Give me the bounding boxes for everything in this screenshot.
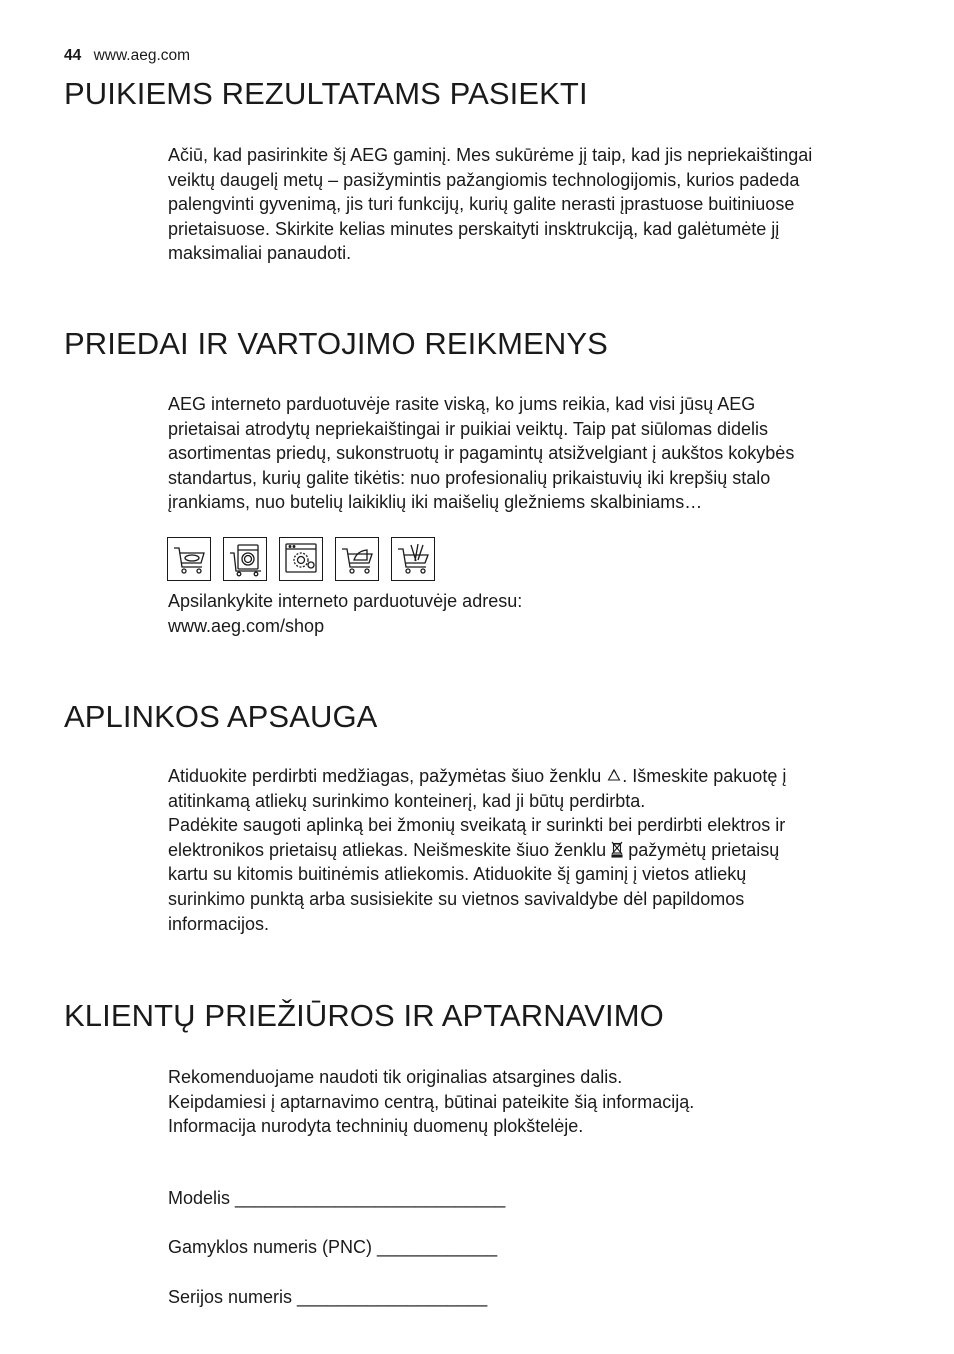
text-line: asortimentas priedų, sukonstruotų ir pagamintų atsižvelgiant į aukštos kokybės: [168, 443, 795, 464]
weee-bin-icon: [611, 840, 623, 858]
page-number: 44: [64, 47, 82, 64]
section-title-accessories: PRIEDAI IR VARTOJIMO REIKMENYS: [64, 326, 608, 361]
text-line: palengvinti gyvenimą, jis turi funkcijų, kurių galite nerasti įprastuose buitiniuose: [168, 194, 795, 215]
section-customer-service-text: [168, 1065, 918, 1139]
cart-washer-icon: [223, 537, 267, 581]
shop-icons: [167, 537, 435, 581]
section-title-results: PUIKIEMS REZULTATAMS PASIEKTI: [64, 76, 588, 111]
visit-line: Apsilankykite interneto parduotuvėje adresu:: [168, 591, 523, 611]
model-field: Modelis ___________________________: [168, 1188, 506, 1208]
text-line: Padėkite saugoti aplinką bei žmonių sveikatą ir surinkti bei perdirbti elektros ir: [168, 815, 786, 836]
text-line: maksimaliai panaudoti.: [168, 243, 352, 264]
text-line: prietaisuose. Skirkite kelias minutes perskaityti insktrukciją, kad galėtumėte jį: [168, 218, 780, 239]
section-title-customer-service: KLIENTŲ PRIEŽIŪROS IR APTARNAVIMO: [64, 998, 664, 1033]
text-line: kartu su kitomis buitinėmis atliekomis. Atiduokite šį gaminį į vietos atliekų: [168, 864, 747, 885]
text-line: įrankiams, nuo butelių laikiklių iki maišelių gležniems skalbiniams…: [168, 492, 703, 513]
text-line: surinkimo punktą arba susisiekite su vietnos savivaldybe dėl papildomos: [168, 888, 745, 909]
section-environment-text: [168, 764, 918, 936]
website-link[interactable]: www.aeg.com: [93, 47, 191, 64]
page-header: [64, 47, 190, 65]
text-line: AEG interneto parduotuvėje rasite viską, ko jums reikia, kad visi jūsų AEG: [168, 394, 756, 414]
text-fragment: elektronikos prietaisų atliekas. Neišmeskite šiuo ženklu: [168, 839, 607, 860]
serial-number-field: Serijos numeris ___________________: [168, 1287, 488, 1307]
pnc-field: Gamyklos numeris (PNC) ____________: [168, 1237, 498, 1257]
text-line: informacijos.: [168, 913, 270, 934]
text-fragment: pažymėtų prietaisų: [628, 839, 780, 860]
cart-plate-icon: [167, 537, 211, 581]
text-line: Rekomenduojame naudoti tik originalias atsargines dalis.: [168, 1067, 623, 1087]
section-accessories-text: [168, 392, 918, 515]
shop-visit-text: [168, 589, 918, 638]
text-line: standartus, kurių galite tikėtis: nuo profesionalių prikaistuvių iki krepšių stalo: [168, 467, 771, 488]
section-title-environment: APLINKOS APSAUGA: [64, 699, 378, 734]
text-line: prietaisai atrodytų nepriekaištingai ir puikiai veiktų. Taip pat siūlomas didelis: [168, 418, 768, 439]
text-line: Informacija nurodyta techninių duomenų plokštelėje.: [168, 1116, 584, 1137]
text-line: atitinkamą atliekų surinkimo konteinerį, kad ji būtų perdirbta.: [168, 790, 646, 811]
text-line: Keipdamiesi į aptarnavimo centrą, būtinai pateikite šią informaciją.: [168, 1091, 695, 1112]
text-line: [168, 764, 918, 789]
cart-iron-icon: [335, 537, 379, 581]
recycle-icon: [606, 768, 622, 784]
text-line: veiktų daugelį metų – pasižymintis pažangiomis technologijomis, kurios padeda: [168, 169, 800, 190]
text-line: [168, 838, 918, 863]
text-line: Ačiū, kad pasirinkite šį AEG gaminį. Mes sukūrėme jį taip, kad jis nepriekaištingai: [168, 145, 813, 165]
text-fragment: Atiduokite perdirbti medžiagas, pažymėtas šiuo ženklu: [168, 766, 602, 786]
shop-url-link[interactable]: www.aeg.com/shop: [168, 615, 325, 636]
text-fragment: . Išmeskite pakuotę į: [622, 766, 787, 786]
cart-utensils-icon: [391, 537, 435, 581]
section-results-text: [168, 143, 918, 266]
cart-oven-icon: [279, 537, 323, 581]
